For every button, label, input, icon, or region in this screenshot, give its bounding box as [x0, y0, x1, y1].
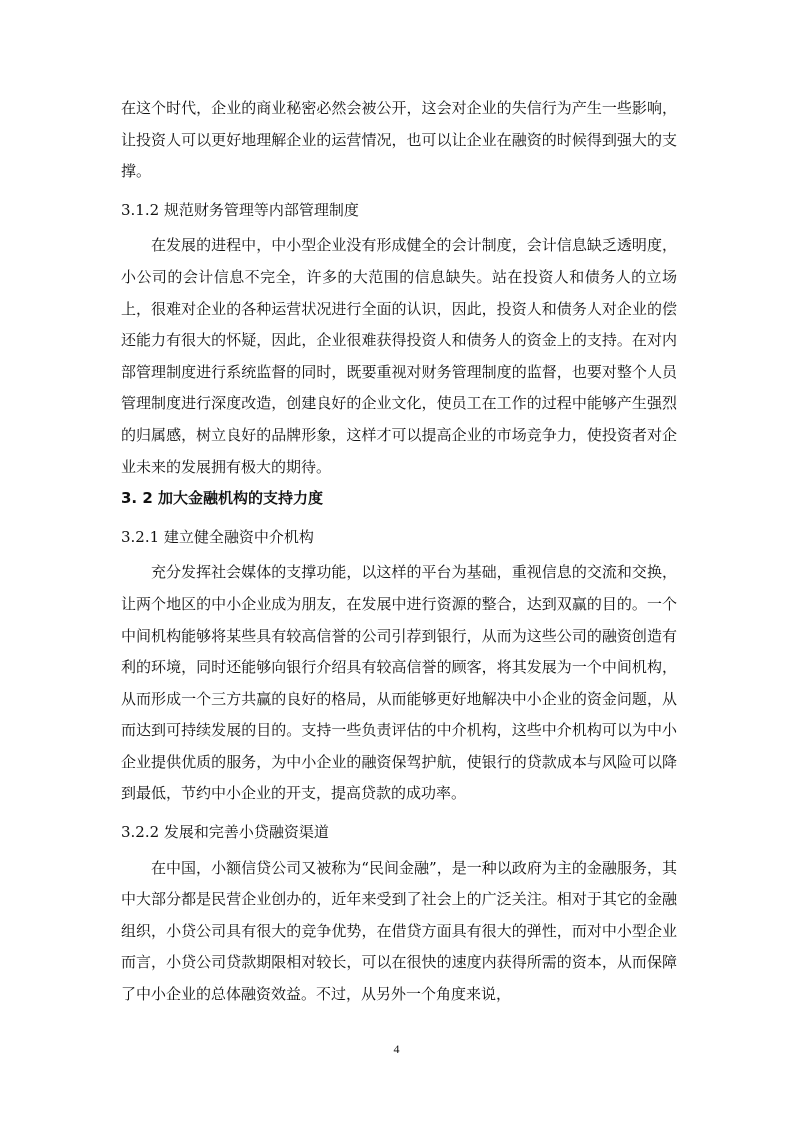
paragraph-business-secrets: 在这个时代，企业的商业秘密必然会被公开，这会对企业的失信行为产生一些影响，让投资人可以更好地理解企业的运营情况，也可以让企业在融资的时候得到强大的支撑。: [121, 99, 677, 181]
page-number: 4: [393, 1042, 400, 1056]
heading-3-2: 3. 2 加大金融机构的支持力度: [121, 489, 324, 508]
heading-3-2-1: 3.2.1 建立健全融资中介机构: [121, 527, 314, 546]
paragraph-microcredit: 在中国，小额信贷公司又被称为“民间金融”，是一种以政府为主的金融服务，其中大部分都是民营企业创办的，近年来受到了社会上的广泛关注。相对于其它的金融组织，小贷公司具有很大的竞争优势，在借贷方面具有很大的弹性，而对中小型企业而言，小贷公司贷款期限相对较长，可以在很快的速度内获得所需的资本，从而保障了中小企业的总体融资效益。不过，从另外一个角度来说，: [121, 858, 677, 1004]
heading-3-1-2: 3.1.2 规范财务管理等内部管理制度: [121, 200, 359, 219]
paragraph-intermediary-agencies: 充分发挥社会媒体的支撑功能，以这样的平台为基础，重视信息的交流和交换，让两个地区的中小企业成为朋友，在发展中进行资源的整合，达到双赢的目的。一个中间机构能够将某些具有较高信誉的公司引荐到银行，从而为这些公司的融资创造有利的环境，同时还能够向银行介绍具有较高信誉的顾客，将其发展为一个中间机构，从而形成一个三方共赢的良好的格局，从而能够更好地解决中小企业的资金问题，从而达到可持续发展的目的。支持一些负责评估的中介机构，这些中介机构可以为中小企业提供优质的服务，为中小企业的融资保驾护航，使银行的贷款成本与风险可以降到最低，节约中小企业的开支，提高贷款的成功率。: [121, 563, 677, 803]
paragraph-financial-management: 在发展的进程中，中小型企业没有形成健全的会计制度，会计信息缺乏透明度，小公司的会计信息不完全，许多的大范围的信息缺失。站在投资人和债务人的立场上，很难对企业的各种运营状况进行全面的认识，因此，投资人和债务人对企业的偿还能力有很大的怀疑，因此，企业很难获得投资人和债务人的资金上的支持。在对内部管理制度进行系统监督的同时，既要重视对财务管理制度的监督，也要对整个人员管理制度进行深度改造，创建良好的企业文化，使员工在工作的过程中能够产生强烈的归属感，树立良好的品牌形象，这样才可以提高企业的市场竞争力，使投资者对企业未来的发展拥有极大的期待。: [121, 236, 677, 476]
heading-3-2-2: 3.2.2 发展和完善小贷融资渠道: [121, 823, 329, 842]
document-body: [121, 93, 677, 1011]
